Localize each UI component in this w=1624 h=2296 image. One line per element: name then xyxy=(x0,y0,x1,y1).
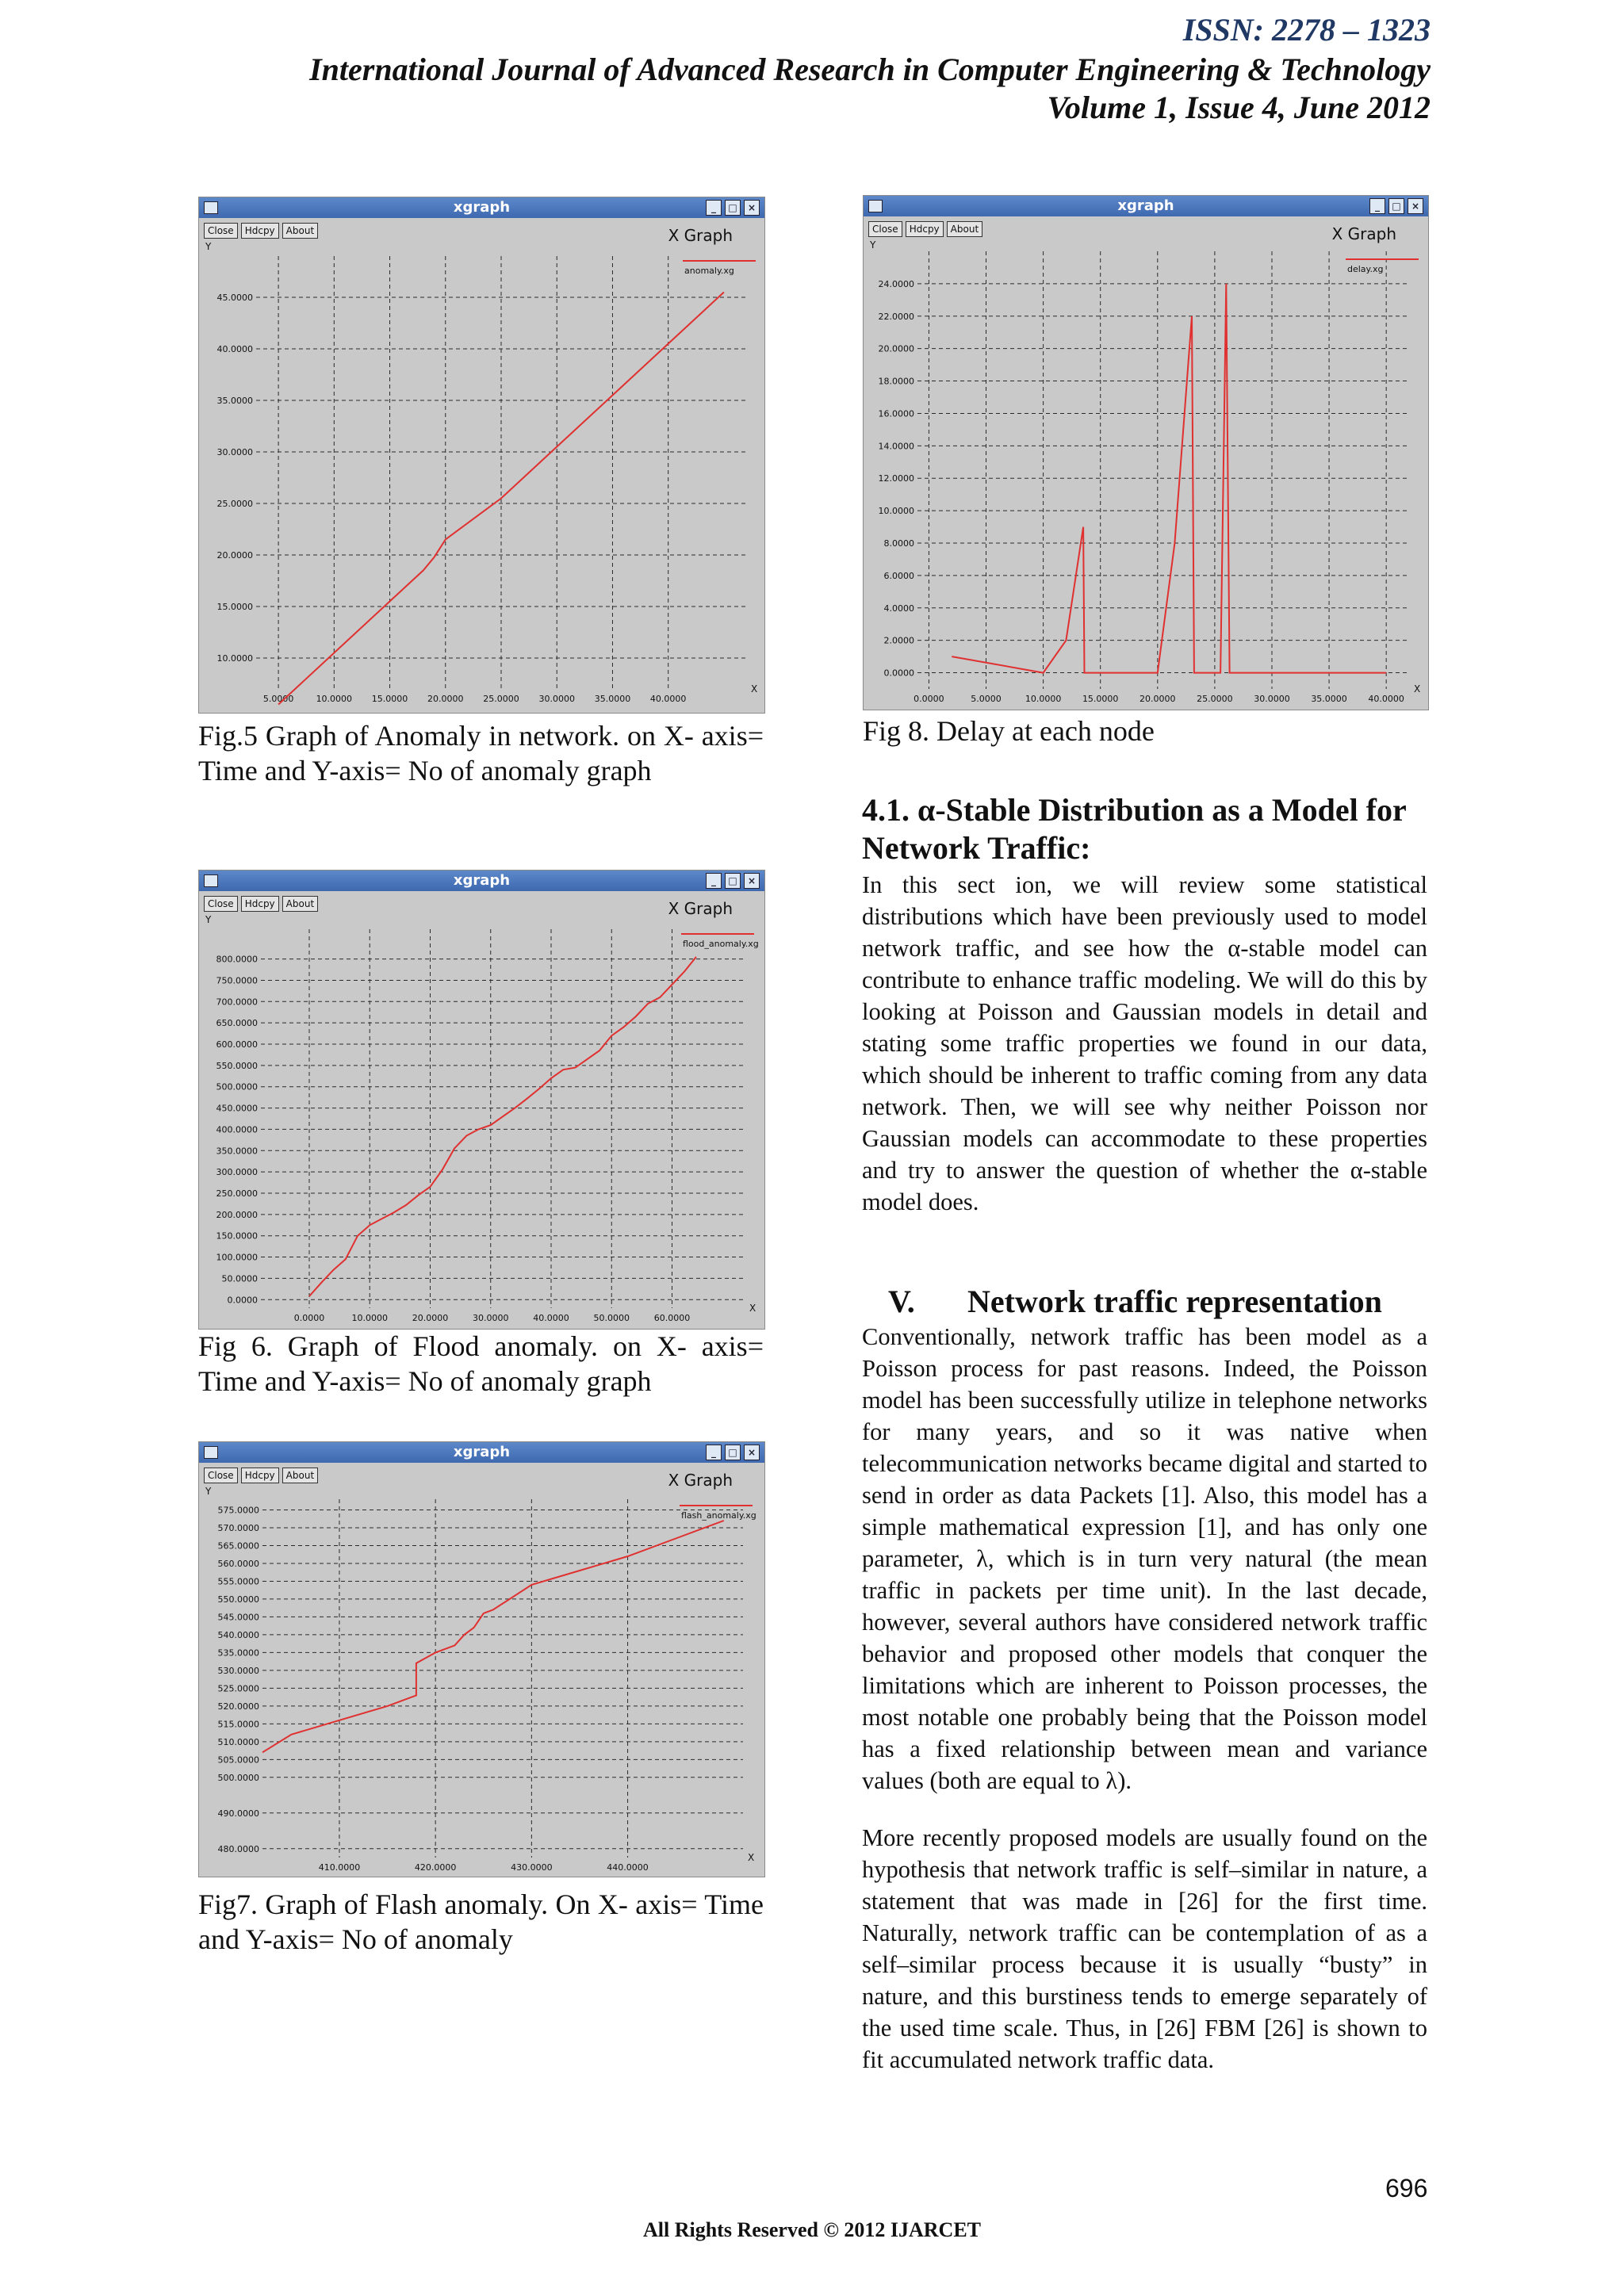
figure-8-xgraph-window xyxy=(863,195,1429,710)
x-tick-label: 15.0000 xyxy=(1082,694,1119,704)
y-tick-label: 800.0000 xyxy=(216,954,258,965)
footer-copyright: All Rights Reserved © 2012 IJARCET xyxy=(642,2218,982,2241)
y-tick-label: 20.0000 xyxy=(216,550,253,561)
figure-5-caption: Fig.5 Graph of Anomaly in network. on X- axis= Time and Y-axis= No of anomaly graph xyxy=(198,720,764,786)
x-graph-label: X Graph xyxy=(668,899,733,918)
section-v-paragraph-1: Conventionally, network traffic has been model as a Poisson process for past reasons. Indeed, the Poisson model has been successfully utilize in telephone networks for many years, and so it was native when telecommunication networks became digital and started to send in order as data Packets [1]. Also, this model has a simple mathematical expression [1], and has only one parameter, λ, which is in turn very natural (the mean traffic in packets per time unit). In the last decade, however, several authors have considered network traffic behavior and proposed other models that conquer the limitations which are inherent to Poisson processes, the most notable one probably being that the Poisson model has a fixed relationship between mean and variance values (both are equal to λ). xyxy=(862,1323,1427,1794)
about-button[interactable]: About xyxy=(947,221,982,237)
y-tick-label: 300.0000 xyxy=(216,1167,258,1178)
x-tick-label: 420.0000 xyxy=(414,1862,457,1873)
hdcpy-button[interactable]: Hdcpy xyxy=(241,896,279,912)
close-icon[interactable]: × xyxy=(744,200,760,216)
y-tick-label: 150.0000 xyxy=(216,1230,258,1242)
x-tick-label: 15.0000 xyxy=(371,694,408,704)
x-tick-label: 410.0000 xyxy=(318,1862,361,1873)
x-axis-label: X xyxy=(1414,683,1421,695)
x-graph-label: X Graph xyxy=(668,226,733,245)
legend-label: delay.xg xyxy=(1347,264,1384,274)
y-tick-label: 0.0000 xyxy=(227,1295,258,1306)
x-tick-label: 20.0000 xyxy=(427,694,464,704)
x-tick-label: 35.0000 xyxy=(594,694,631,704)
section-title: Network traffic representation xyxy=(967,1284,1382,1319)
y-axis-label: Y xyxy=(205,1486,212,1497)
section-4-1-heading: 4.1. α-Stable Distribution as a Model for Network Traffic: xyxy=(862,792,1407,866)
hdcpy-button[interactable]: Hdcpy xyxy=(906,221,944,237)
y-tick-label: 450.0000 xyxy=(216,1103,258,1114)
figure-7-plot xyxy=(199,1442,764,1877)
y-tick-label: 575.0000 xyxy=(217,1505,259,1516)
y-tick-label: 100.0000 xyxy=(216,1252,258,1263)
close-icon[interactable]: × xyxy=(744,1445,760,1460)
x-tick-label: 0.0000 xyxy=(914,694,944,704)
y-tick-label: 570.0000 xyxy=(217,1522,259,1533)
maximize-icon[interactable]: □ xyxy=(725,1445,741,1460)
x-tick-label: 50.0000 xyxy=(593,1313,630,1323)
x-tick-label: 40.0000 xyxy=(649,694,687,704)
y-axis-label: Y xyxy=(205,914,212,925)
legend-label: flood_anomaly.xg xyxy=(683,939,759,949)
y-tick-label: 24.0000 xyxy=(878,278,914,289)
x-tick-label: 5.0000 xyxy=(262,694,294,704)
y-tick-label: 750.0000 xyxy=(216,975,258,986)
x-axis-label: X xyxy=(749,1303,756,1314)
y-tick-label: 30.0000 xyxy=(216,447,253,457)
y-tick-label: 45.0000 xyxy=(216,293,253,303)
close-button[interactable]: Close xyxy=(204,896,238,912)
y-tick-label: 500.0000 xyxy=(217,1772,259,1783)
figure-6-xgraph-window xyxy=(198,870,765,1330)
figure-7-caption: Fig7. Graph of Flash anomaly. On X- axis= Time and Y-axis= No of anomaly xyxy=(198,1888,764,1955)
y-tick-label: 600.0000 xyxy=(216,1039,258,1050)
x-graph-label: X Graph xyxy=(1331,224,1396,243)
issn: ISSN: 2278 – 1323 xyxy=(1182,12,1431,48)
volume-issue: Volume 1, Issue 4, June 2012 xyxy=(1047,90,1431,125)
figure-8-caption: Fig 8. Delay at each node xyxy=(863,715,1155,747)
y-tick-label: 490.0000 xyxy=(217,1808,259,1819)
y-tick-label: 550.0000 xyxy=(217,1594,259,1605)
y-tick-label: 25.0000 xyxy=(216,499,253,509)
y-tick-label: 525.0000 xyxy=(217,1683,259,1694)
y-tick-label: 700.0000 xyxy=(216,997,258,1008)
y-tick-label: 500.0000 xyxy=(216,1081,258,1093)
y-tick-label: 560.0000 xyxy=(217,1558,259,1569)
y-tick-label: 22.0000 xyxy=(878,311,914,322)
x-tick-label: 40.0000 xyxy=(1368,694,1404,704)
figure-7-xgraph-window xyxy=(198,1441,765,1877)
y-tick-label: 550.0000 xyxy=(216,1060,258,1071)
x-tick-label: 20.0000 xyxy=(412,1313,449,1323)
y-tick-label: 520.0000 xyxy=(217,1701,259,1712)
x-tick-label: 20.0000 xyxy=(1139,694,1176,704)
window-title: xgraph xyxy=(453,1444,511,1460)
y-tick-label: 8.0000 xyxy=(883,538,914,549)
y-tick-label: 540.0000 xyxy=(217,1629,259,1640)
about-button[interactable]: About xyxy=(282,223,318,239)
close-button[interactable]: Close xyxy=(868,221,902,237)
series-line xyxy=(309,957,696,1296)
y-tick-label: 35.0000 xyxy=(216,396,253,406)
close-icon[interactable]: × xyxy=(744,873,760,889)
minimize-icon[interactable]: _ xyxy=(706,1445,722,1460)
figure-5-xgraph-window xyxy=(198,197,765,714)
minimize-icon[interactable]: _ xyxy=(706,873,722,889)
x-tick-label: 35.0000 xyxy=(1311,694,1347,704)
y-tick-label: 515.0000 xyxy=(217,1719,259,1730)
maximize-icon[interactable]: □ xyxy=(725,873,741,889)
x-tick-label: 0.0000 xyxy=(293,1313,325,1323)
maximize-icon[interactable]: □ xyxy=(725,200,741,216)
y-tick-label: 535.0000 xyxy=(217,1647,259,1659)
x-tick-label: 25.0000 xyxy=(483,694,519,704)
page-number: 696 xyxy=(1385,2174,1428,2202)
x-tick-label: 30.0000 xyxy=(473,1313,509,1323)
y-tick-label: 20.0000 xyxy=(878,343,914,354)
y-tick-label: 505.0000 xyxy=(217,1755,259,1766)
x-tick-label: 30.0000 xyxy=(1254,694,1290,704)
y-tick-label: 650.0000 xyxy=(216,1018,258,1029)
about-button[interactable]: About xyxy=(282,896,318,912)
y-tick-label: 10.0000 xyxy=(878,506,914,517)
journal-title: International Journal of Advanced Research in Computer Engineering & Technology xyxy=(309,52,1431,87)
minimize-icon[interactable]: _ xyxy=(706,200,722,216)
y-tick-label: 40.0000 xyxy=(216,344,253,354)
window-title: xgraph xyxy=(1117,197,1174,214)
y-tick-label: 50.0000 xyxy=(221,1273,258,1284)
about-button[interactable]: About xyxy=(282,1468,318,1483)
y-tick-label: 12.0000 xyxy=(878,473,914,484)
figure-6-caption: Fig 6. Graph of Flood anomaly. on X- axis= Time and Y-axis= No of anomaly graph xyxy=(198,1330,764,1397)
y-tick-label: 0.0000 xyxy=(883,668,914,679)
window-title: xgraph xyxy=(453,872,511,889)
y-tick-label: 16.0000 xyxy=(878,408,914,419)
close-icon[interactable]: × xyxy=(1408,198,1423,214)
section-4-1-body: In this sect ion, we will review some statistical distributions which have been previously used to model network traffic, and see how the α-stable model can contribute to enhance traffic modeling. We will do this by looking at Poisson and Gaussian models in detail and stating some traffic properties we found in our data, which should be inherent to traffic coming from any data network. Then, we will see why neither Poisson nor Gaussian models can accommodate to these properties and try to answer the question of whether the α-stable model does. xyxy=(862,871,1427,1215)
y-tick-label: 2.0000 xyxy=(883,635,914,646)
x-axis-label: X xyxy=(751,683,758,695)
figure-5-plot xyxy=(199,197,764,713)
y-tick-label: 14.0000 xyxy=(878,441,914,452)
legend-label: anomaly.xg xyxy=(684,266,734,276)
y-tick-label: 250.0000 xyxy=(216,1188,258,1199)
maximize-icon[interactable]: □ xyxy=(1388,198,1404,214)
y-tick-label: 6.0000 xyxy=(883,570,914,581)
legend-label: flash_anomaly.xg xyxy=(681,1510,756,1521)
x-tick-label: 430.0000 xyxy=(511,1862,553,1873)
hdcpy-button[interactable]: Hdcpy xyxy=(241,1468,279,1483)
x-axis-label: X xyxy=(748,1852,755,1863)
x-tick-label: 25.0000 xyxy=(1197,694,1233,704)
x-tick-label: 10.0000 xyxy=(351,1313,388,1323)
y-tick-label: 15.0000 xyxy=(216,602,253,612)
x-tick-label: 30.0000 xyxy=(538,694,575,704)
x-tick-label: 5.0000 xyxy=(971,694,1002,704)
y-tick-label: 350.0000 xyxy=(216,1146,258,1157)
section-v-paragraph-2: More recently proposed models are usually found on the hypothesis that network traffic is self–similar in nature, a statement that was made in [26] for the first time. Naturally, network traffic can be contemplation of as a self–similar process because it is usually “busty” in nature, and this burstiness tends to emerge separately of the used time scale. Thus, in [26] FBM [26] is shown to fit accumulated network traffic data. xyxy=(862,1824,1427,2073)
y-tick-label: 200.0000 xyxy=(216,1209,258,1220)
section-number: V. xyxy=(888,1284,915,1319)
minimize-icon[interactable]: _ xyxy=(1369,198,1385,214)
x-tick-label: 40.0000 xyxy=(533,1313,569,1323)
x-tick-label: 10.0000 xyxy=(316,694,353,704)
y-tick-label: 530.0000 xyxy=(217,1665,259,1676)
y-tick-label: 545.0000 xyxy=(217,1612,259,1623)
x-tick-label: 440.0000 xyxy=(607,1862,649,1873)
figure-6-plot xyxy=(199,871,764,1329)
section-v-heading xyxy=(888,1283,1382,1320)
series-line xyxy=(262,1521,724,1752)
window-title: xgraph xyxy=(453,199,511,216)
figure-8-plot xyxy=(864,196,1428,710)
x-graph-label: X Graph xyxy=(668,1471,733,1490)
y-tick-label: 555.0000 xyxy=(217,1576,259,1587)
y-tick-label: 10.0000 xyxy=(216,653,253,664)
y-tick-label: 4.0000 xyxy=(883,603,914,614)
close-button[interactable]: Close xyxy=(204,1468,238,1483)
y-tick-label: 565.0000 xyxy=(217,1540,259,1552)
hdcpy-button[interactable]: Hdcpy xyxy=(241,223,279,239)
y-tick-label: 400.0000 xyxy=(216,1124,258,1135)
y-tick-label: 510.0000 xyxy=(217,1736,259,1747)
y-tick-label: 18.0000 xyxy=(878,376,914,387)
x-tick-label: 10.0000 xyxy=(1025,694,1062,704)
x-tick-label: 60.0000 xyxy=(653,1313,691,1323)
y-axis-label: Y xyxy=(205,241,212,252)
close-button[interactable]: Close xyxy=(204,223,238,239)
y-axis-label: Y xyxy=(870,239,876,251)
y-tick-label: 480.0000 xyxy=(217,1843,259,1854)
